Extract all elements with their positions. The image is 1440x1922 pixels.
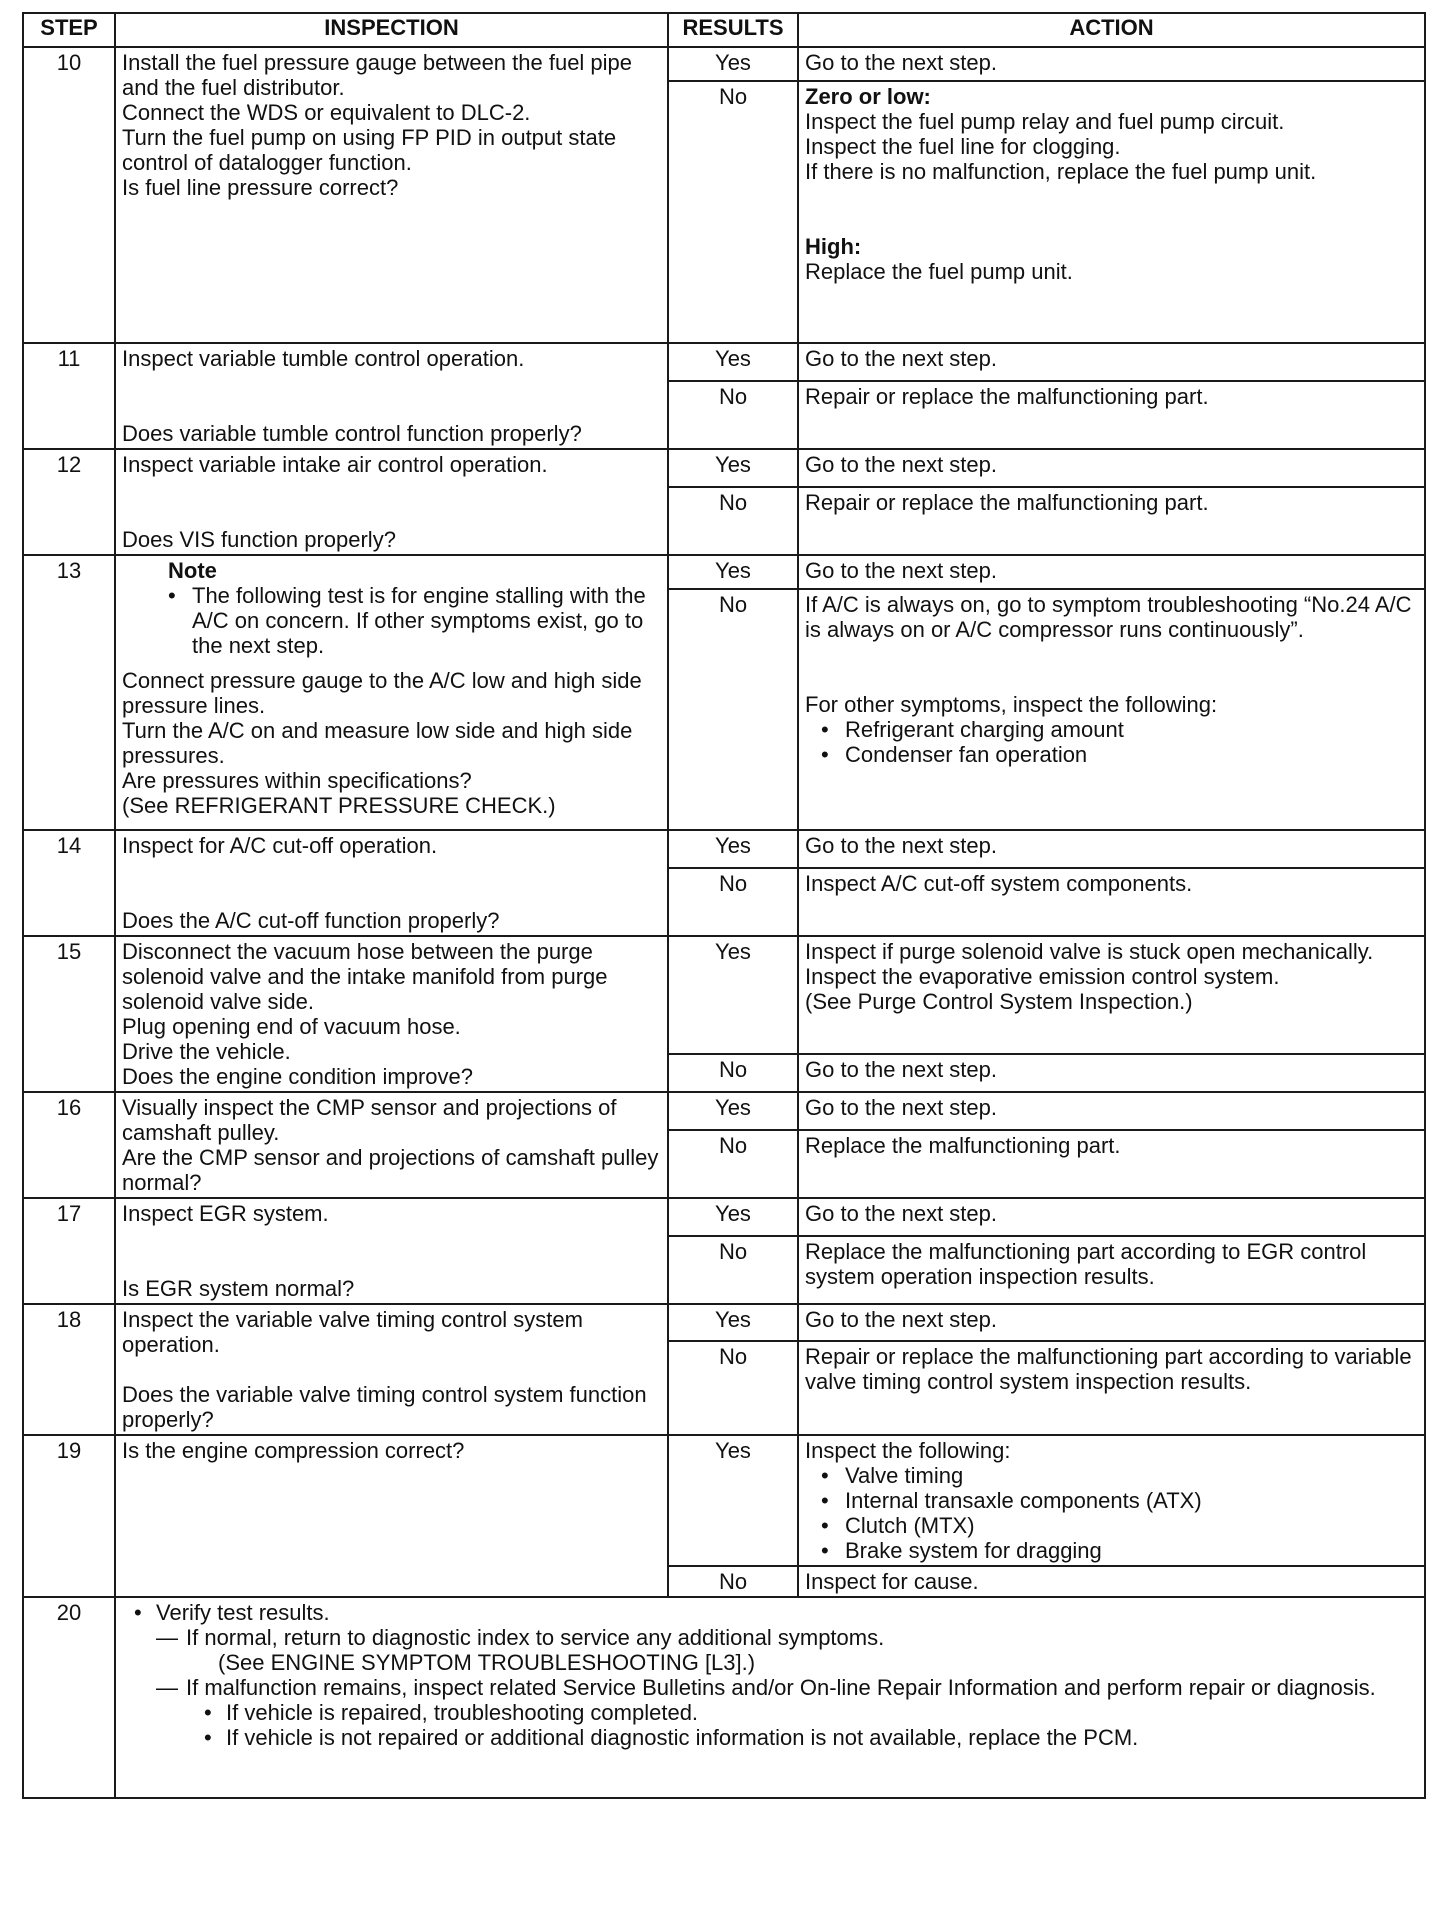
header-inspection: INSPECTION: [115, 13, 668, 47]
table-row: [23, 936, 1425, 1054]
inspection-question: Does the A/C cut-off function properly?: [122, 908, 500, 933]
list-item: • Brake system for dragging: [845, 1538, 1418, 1563]
header-step: STEP: [23, 13, 115, 47]
result-yes: Yes: [668, 1092, 798, 1130]
inspection-cell: [115, 1092, 668, 1198]
step-number: 18: [23, 1304, 115, 1435]
step-number: 16: [23, 1092, 115, 1198]
action-yes: Go to the next step.: [798, 555, 1425, 589]
dash-mark: —: [156, 1625, 178, 1650]
inspection-cell: [115, 449, 668, 555]
inspection-cell: [115, 1435, 668, 1597]
action-no: Replace the malfunctioning part according to EGR control system operation inspection results.: [798, 1236, 1425, 1304]
normal-item: [130, 1625, 1418, 1650]
list-item: • Refrigerant charging amount: [845, 717, 1418, 742]
result-yes: Yes: [668, 1198, 798, 1236]
result-yes: Yes: [668, 1304, 798, 1341]
step-number: 12: [23, 449, 115, 555]
inspection-line: Inspect variable tumble control operation.: [122, 346, 525, 371]
action-yes: Go to the next step.: [798, 1198, 1425, 1236]
action-yes: [798, 1435, 1425, 1566]
inspection-line: Inspect EGR system.: [122, 1201, 329, 1226]
inspection-line: Connect pressure gauge to the A/C low and high side pressure lines.: [122, 668, 642, 718]
inspection-line: Connect the WDS or equivalent to DLC-2.: [122, 100, 531, 125]
action-yes: Go to the next step.: [798, 47, 1425, 81]
action-no: Inspect A/C cut-off system components.: [798, 868, 1425, 936]
action-line: Replace the fuel pump unit.: [805, 259, 1073, 284]
inspection-reference: (See REFRIGERANT PRESSURE CHECK.): [122, 793, 556, 818]
action-no: [798, 589, 1425, 830]
inspection-line: Inspect for A/C cut-off operation.: [122, 833, 438, 858]
normal-reference: (See ENGINE SYMPTOM TROUBLESHOOTING [L3].): [218, 1650, 756, 1675]
inspection-question: Does VIS function properly?: [122, 527, 396, 552]
step-number: 13: [23, 555, 115, 830]
action-no: Go to the next step.: [798, 1054, 1425, 1092]
inspection-line: Visually inspect the CMP sensor and projections of camshaft pulley.: [122, 1095, 617, 1145]
table-row: [23, 830, 1425, 868]
step-number: 17: [23, 1198, 115, 1304]
step-number: 19: [23, 1435, 115, 1597]
action-line: Inspect if purge solenoid valve is stuck open mechanically.: [805, 939, 1374, 964]
inspection-question: Are pressures within specifications?: [122, 768, 472, 793]
table-row: [23, 1304, 1425, 1341]
step-number: 20: [23, 1597, 115, 1798]
action-yes: Go to the next step.: [798, 449, 1425, 487]
inspection-cell: [115, 47, 668, 343]
table-row: [23, 1092, 1425, 1130]
inspection-cell: [115, 1198, 668, 1304]
result-no: No: [668, 1054, 798, 1092]
list-item: • If vehicle is not repaired or additional diagnostic information is not available, replace the PCM.: [130, 1725, 1418, 1750]
result-no: No: [668, 487, 798, 555]
inspection-line: Inspect variable intake air control operation.: [122, 452, 548, 477]
malfunction-text: If malfunction remains, inspect related Service Bulletins and/or On-line Repair Information and perform repair or diagnosis.: [186, 1675, 1376, 1700]
note-item: • The following test is for engine stalling with the A/C on concern. If other symptoms exist, go to the next step.: [192, 583, 661, 658]
inspection-question: Is EGR system normal?: [122, 1276, 355, 1301]
result-no: No: [668, 81, 798, 343]
action-no: Replace the malfunctioning part.: [798, 1130, 1425, 1198]
inspection-line: Turn the A/C on and measure low side and high side pressures.: [122, 718, 633, 768]
inspection-line: Inspect the variable valve timing control system operation.: [122, 1307, 583, 1357]
inspection-line: Install the fuel pressure gauge between the fuel pipe and the fuel distributor.: [122, 50, 633, 100]
verify-item: • Verify test results.: [130, 1600, 1418, 1625]
result-yes: Yes: [668, 47, 798, 81]
step-number: 14: [23, 830, 115, 936]
result-yes: Yes: [668, 830, 798, 868]
inspection-question: Are the CMP sensor and projections of camshaft pulley normal?: [122, 1145, 659, 1195]
inspection-line: Plug opening end of vacuum hose.: [122, 1014, 461, 1039]
action-no: [798, 81, 1425, 343]
list-item: • If vehicle is repaired, troubleshooting completed.: [130, 1700, 1418, 1725]
normal-text: If normal, return to diagnostic index to service any additional symptoms.: [186, 1625, 885, 1650]
action-list: [805, 1463, 1418, 1563]
action-no: Repair or replace the malfunctioning part.: [798, 487, 1425, 555]
table-row: [23, 449, 1425, 487]
header-action: ACTION: [798, 13, 1425, 47]
list-item: • Clutch (MTX): [845, 1513, 1418, 1538]
action-line: Inspect the following:: [805, 1438, 1011, 1463]
malfunction-item: [130, 1675, 1418, 1700]
inspection-line: Drive the vehicle.: [122, 1039, 291, 1064]
inspection-cell: [115, 830, 668, 936]
action-reference: (See Purge Control System Inspection.): [805, 989, 1193, 1014]
table-row: [23, 555, 1425, 589]
inspection-line: Disconnect the vacuum hose between the purge solenoid valve and the intake manifold from purge solenoid valve side.: [122, 939, 608, 1014]
action-subtitle: Zero or low:: [805, 84, 931, 109]
action-yes: Go to the next step.: [798, 1092, 1425, 1130]
result-yes: Yes: [668, 449, 798, 487]
table-row: [23, 1198, 1425, 1236]
action-yes: Go to the next step.: [798, 343, 1425, 381]
troubleshooting-table: [22, 12, 1426, 1799]
action-subtitle: High:: [805, 234, 862, 259]
header-results: RESULTS: [668, 13, 798, 47]
inspection-question: Is the engine compression correct?: [122, 1438, 465, 1463]
action-line: For other symptoms, inspect the following:: [805, 692, 1218, 717]
result-yes: Yes: [668, 555, 798, 589]
note-list: [122, 583, 661, 658]
table-row: [23, 47, 1425, 81]
action-line: Inspect the evaporative emission control system.: [805, 964, 1280, 989]
dash-mark: —: [156, 1675, 178, 1700]
inspection-question: Is fuel line pressure correct?: [122, 175, 399, 200]
list-item: • Valve timing: [845, 1463, 1418, 1488]
action-line: If there is no malfunction, replace the fuel pump unit.: [805, 159, 1317, 184]
result-no: No: [668, 589, 798, 830]
result-no: No: [668, 1130, 798, 1198]
action-list: [805, 717, 1418, 767]
action-line: Inspect the fuel pump relay and fuel pump circuit.: [805, 109, 1285, 134]
inspection-cell: [115, 1304, 668, 1435]
step-number: 10: [23, 47, 115, 343]
note-title: Note: [168, 558, 217, 583]
action-yes: Go to the next step.: [798, 1304, 1425, 1341]
table-row: [23, 343, 1425, 381]
result-no: No: [668, 381, 798, 449]
final-step-cell: [115, 1597, 1425, 1798]
inspection-line: Turn the fuel pump on using FP PID in output state control of datalogger function.: [122, 125, 617, 175]
action-line: If A/C is always on, go to symptom troubleshooting “No.24 A/C is always on or A/C compressor runs continuously”.: [805, 592, 1412, 642]
inspection-cell: [115, 936, 668, 1092]
step-number: 15: [23, 936, 115, 1092]
inspection-question: Does variable tumble control function properly?: [122, 421, 582, 446]
result-no: No: [668, 1236, 798, 1304]
result-yes: Yes: [668, 343, 798, 381]
list-item: • Internal transaxle components (ATX): [845, 1488, 1418, 1513]
inspection-question: Does the variable valve timing control system function properly?: [122, 1382, 647, 1432]
result-yes: Yes: [668, 936, 798, 1054]
action-no: Repair or replace the malfunctioning part according to variable valve timing control system inspection results.: [798, 1341, 1425, 1435]
table-row: [23, 1597, 1425, 1798]
inspection-question: Does the engine condition improve?: [122, 1064, 474, 1089]
action-no: Repair or replace the malfunctioning part.: [798, 381, 1425, 449]
table-row: [23, 1435, 1425, 1566]
inspection-cell: [115, 343, 668, 449]
header-row: [23, 13, 1425, 47]
list-item: • Condenser fan operation: [845, 742, 1418, 767]
action-line: Inspect the fuel line for clogging.: [805, 134, 1121, 159]
action-yes: Go to the next step.: [798, 830, 1425, 868]
action-yes: [798, 936, 1425, 1054]
result-no: No: [668, 1566, 798, 1597]
action-no: Inspect for cause.: [798, 1566, 1425, 1597]
troubleshooting-document: [22, 12, 1424, 1799]
inspection-cell: [115, 555, 668, 830]
step-number: 11: [23, 343, 115, 449]
result-yes: Yes: [668, 1435, 798, 1566]
result-no: No: [668, 1341, 798, 1435]
result-no: No: [668, 868, 798, 936]
